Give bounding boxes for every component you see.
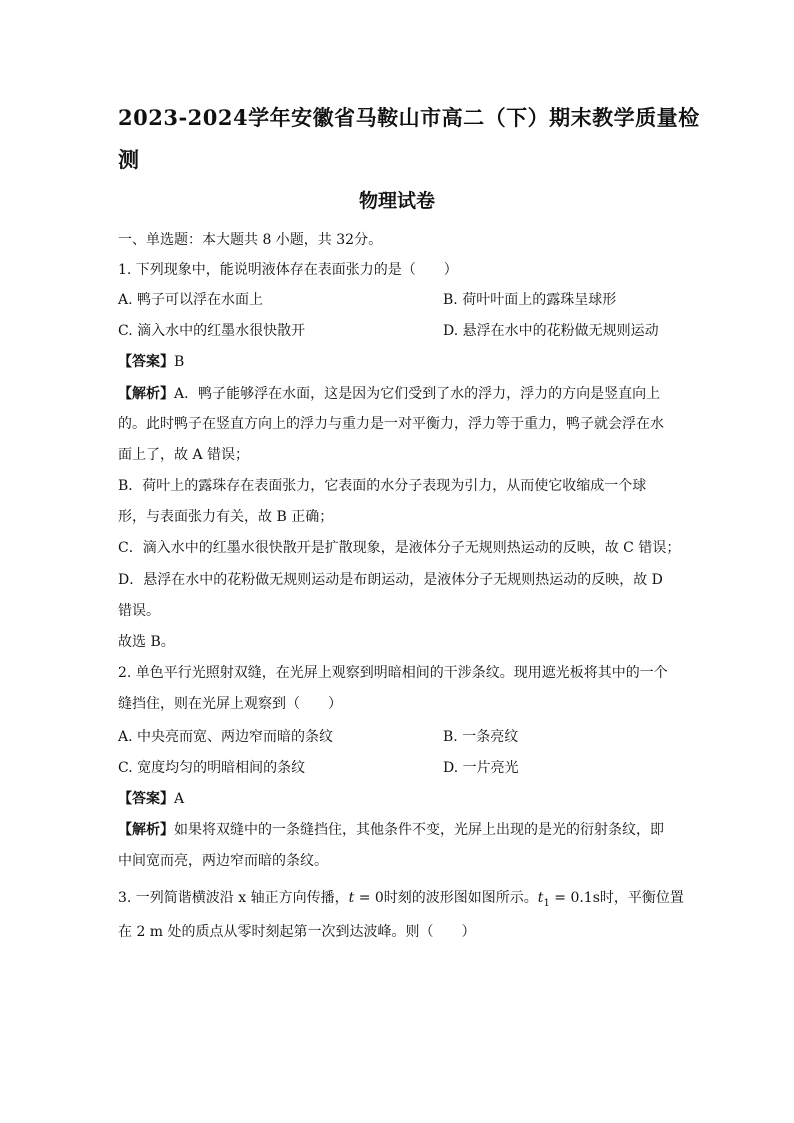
q2-answer-value: A — [174, 791, 185, 807]
q1-answer-value: B — [174, 354, 185, 370]
q2-analysis-line-1 — [118, 820, 664, 840]
q1-option-d: D. 悬浮在水中的花粉做无规则运动 — [443, 323, 659, 339]
q1-analysis-line-9: 故选 B。 — [118, 634, 175, 650]
q1-analysis-line-4: B．荷叶上的露珠存在表面张力，它表面的水分子表现为引力，从而使它收缩成一个球 — [118, 478, 647, 494]
section-heading: 一、单选题：本大题共 8 小题，共 32分。 — [118, 232, 383, 248]
q1-answer — [118, 352, 184, 372]
q1-analysis-label: 【解析】 — [118, 386, 174, 402]
q3-t1-subscript: 1 — [543, 897, 550, 909]
q1-analysis-line-8: 错误。 — [118, 603, 160, 619]
q2-option-a: A. 中央亮而宽、两边窄而暗的条纹 — [118, 729, 334, 745]
q3-t1-symbol: t — [537, 890, 544, 906]
q1-option-a: A. 鸭子可以浮在水面上 — [118, 292, 264, 308]
q2-answer-label: 【答案】 — [118, 791, 174, 807]
q3-t0-symbol: t — [348, 890, 355, 906]
q2-analysis-text-1: 如果将双缝中的一条缝挡住，其他条件不变，光屏上出现的是光的衍射条纹，即 — [174, 822, 664, 838]
q3-t0-equation: = 0时刻的波形图如图所示。 — [354, 890, 538, 906]
q2-option-b: B. 一条亮纹 — [443, 729, 519, 745]
q2-option-c: C. 宽度均匀的明暗相间的条纹 — [118, 760, 306, 776]
q2-answer — [118, 789, 184, 809]
q2-option-d: D. 一片亮光 — [443, 760, 519, 776]
exam-title-line2: 测 — [118, 147, 140, 172]
q1-analysis-line-3: 面上了，故 A 错误； — [118, 447, 250, 463]
q3-t1-equation: = 0.1s时，平衡位置 — [549, 890, 684, 906]
q1-option-b: B. 荷叶叶面上的露珠呈球形 — [443, 292, 617, 308]
q2-analysis-line-2: 中间宽而亮，两边窄而暗的条纹。 — [118, 853, 328, 869]
q3-stem-part-1: 3. 一列简谐横波沿 x 轴正方向传播， — [118, 890, 349, 906]
q1-option-c: C. 滴入水中的红墨水很快散开 — [118, 323, 306, 339]
q1-analysis-line-2: 的。此时鸭子在竖直方向上的浮力与重力是一对平衡力，浮力等于重力，鸭子就会浮在水 — [118, 416, 664, 432]
exam-subtitle: 物理试卷 — [358, 190, 435, 212]
exam-title-line1: 2023-2024学年安徽省马鞍山市高二（下）期末教学质量检 — [118, 105, 700, 130]
q1-answer-label: 【答案】 — [118, 354, 174, 370]
q2-analysis-label: 【解析】 — [118, 822, 174, 838]
q3-stem-line-2: 在 2 m 处的质点从零时刻起第一次到达波峰。则（ ） — [118, 924, 476, 940]
q1-stem: 1. 下列现象中，能说明液体存在表面张力的是（ ） — [118, 262, 458, 278]
q1-analysis-line-7: D．悬浮在水中的花粉做无规则运动是布朗运动，是液体分子无规则热运动的反映，故 D — [118, 572, 663, 588]
q2-stem-line-1: 2. 单色平行光照射双缝，在光屏上观察到明暗相间的干涉条纹。现用遮光板将其中的一个 — [118, 665, 668, 681]
q1-analysis-text-1: A．鸭子能够浮在水面，这是因为它们受到了水的浮力，浮力的方向是竖直向上 — [174, 386, 661, 402]
q1-analysis-line-6: C．滴入水中的红墨水很快散开是扩散现象，是液体分子无规则热运动的反映，故 C 错误； — [118, 540, 681, 556]
q1-analysis-line-1 — [118, 384, 660, 404]
q1-analysis-line-5: 形，与表面张力有关，故 B 正确； — [118, 509, 334, 525]
q2-stem-line-2: 缝挡住，则在光屏上观察到（ ） — [118, 696, 342, 712]
q3-stem-line-1 — [118, 888, 684, 914]
